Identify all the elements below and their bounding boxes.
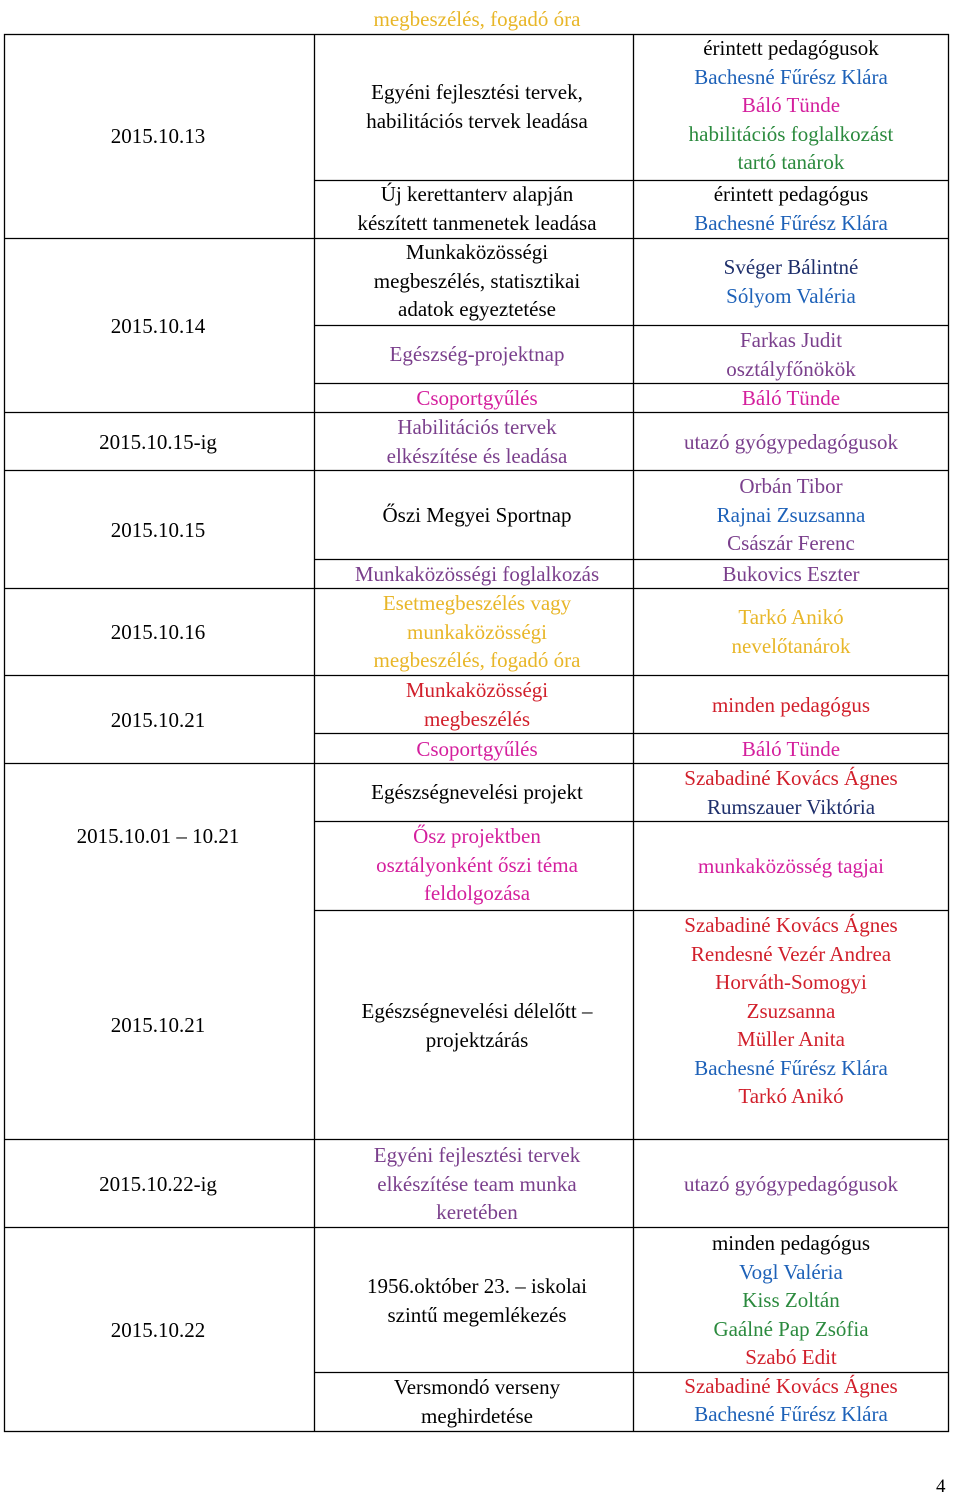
- responsible-cell: minden pedagógus Vogl Valéria Kiss Zoltán Gaálné Pap Zsófia Szabó Edit Szabadiné Kovács Ágnes Bachesné Fűrész Klára: [684, 1231, 898, 1426]
- responsible-cell: Tarkó Anikó nevelőtanárok: [731, 605, 851, 658]
- page-number: 4: [936, 1476, 946, 1497]
- date-cell: 2015.10.01 – 10.21: [76, 824, 240, 848]
- responsible-cell: Bukovics Eszter: [722, 562, 860, 586]
- date-cell: 2015.10.15-ig: [99, 430, 217, 454]
- responsible-cell: Svéger Bálintné Sólyom Valéria: [723, 255, 859, 308]
- activity-cell: 1956.október 23. – iskolai szintű megemlékezés: [367, 1274, 587, 1327]
- activity-cell: Egészségnevelési projekt: [371, 780, 583, 804]
- activity-cell: Ősz projektben osztályonként őszi téma feldolgozása: [376, 824, 578, 905]
- activity-cell: Versmondó verseny meghirdetése: [393, 1375, 561, 1428]
- responsible-cell: utazó gyógypedagógusok: [683, 1172, 899, 1196]
- date-cell: 2015.10.13: [110, 124, 206, 148]
- responsible-cell: munkaközösség tagjai: [697, 854, 885, 878]
- activity-cell: Csoportgyűlés: [416, 737, 538, 761]
- responsible-cell: minden pedagógus: [711, 693, 871, 717]
- activity-cell: Csoportgyűlés: [416, 386, 538, 410]
- activity-cell: Egészségnevelési délelőtt – projektzárás: [361, 999, 593, 1052]
- activity-cell: Őszi Megyei Sportnap: [382, 503, 572, 527]
- responsible-cell: Báló Tünde: [741, 386, 841, 410]
- responsible-cell: érintett pedagógusok Bachesné Fűrész Klára Báló Tünde habilitációs foglalkozást tartó tanárok: [688, 36, 894, 174]
- date-cell: 2015.10.22: [110, 1318, 206, 1342]
- date-cell: 2015.10.16: [110, 620, 206, 644]
- date-cell: 2015.10.21: [110, 708, 206, 732]
- date-cell: 2015.10.15: [110, 518, 206, 542]
- date-cell: 2015.10.21: [110, 1013, 206, 1037]
- date-cell: 2015.10.22-ig: [99, 1172, 217, 1196]
- date-cell: 2015.10.14: [110, 314, 206, 338]
- activity-cell: Habilitációs tervek elkészítése és leadása: [386, 415, 568, 468]
- responsible-cell: Szabadiné Kovács Ágnes Rumszauer Viktória: [684, 766, 898, 819]
- responsible-cell: Báló Tünde: [741, 737, 841, 761]
- responsible-cell: érintett pedagógus Bachesné Fűrész Klára: [694, 182, 888, 235]
- activity-cell: Egyéni fejlesztési tervek elkészítése team munka keretében: [373, 1143, 581, 1224]
- responsible-cell: Farkas Judit osztályfőnökök: [726, 328, 856, 381]
- responsible-cell: Orbán Tibor Rajnai Zsuzsanna Császár Ferenc: [716, 474, 866, 555]
- activity-cell: Munkaközösségi megbeszélés, statisztikai adatok egyeztetése: [373, 240, 581, 321]
- activity-cell: Egészség-projektnap: [389, 342, 565, 366]
- activity-cell: Munkaközösségi megbeszélés: [405, 678, 549, 731]
- responsible-cell: Szabadiné Kovács Ágnes Rendesné Vezér Andrea Horváth-Somogyi Zsuzsanna Müller Anita Bachesné Fűrész Klára Tarkó Anikó: [684, 913, 898, 1108]
- activity-cell: Új kerettanterv alapján készített tanmenetek leadása: [357, 182, 597, 235]
- activity-cell: Egyéni fejlesztési tervek, habilitációs tervek leadása: [366, 80, 588, 133]
- activity-cell: Munkaközösségi foglalkozás: [354, 562, 600, 586]
- activity-cell: Esetmegbeszélés vagy munkaközösségi megbeszélés, fogadó óra: [373, 591, 581, 672]
- responsible-cell: utazó gyógypedagógusok: [683, 430, 899, 454]
- activity-cell: megbeszélés, fogadó óra: [373, 7, 581, 31]
